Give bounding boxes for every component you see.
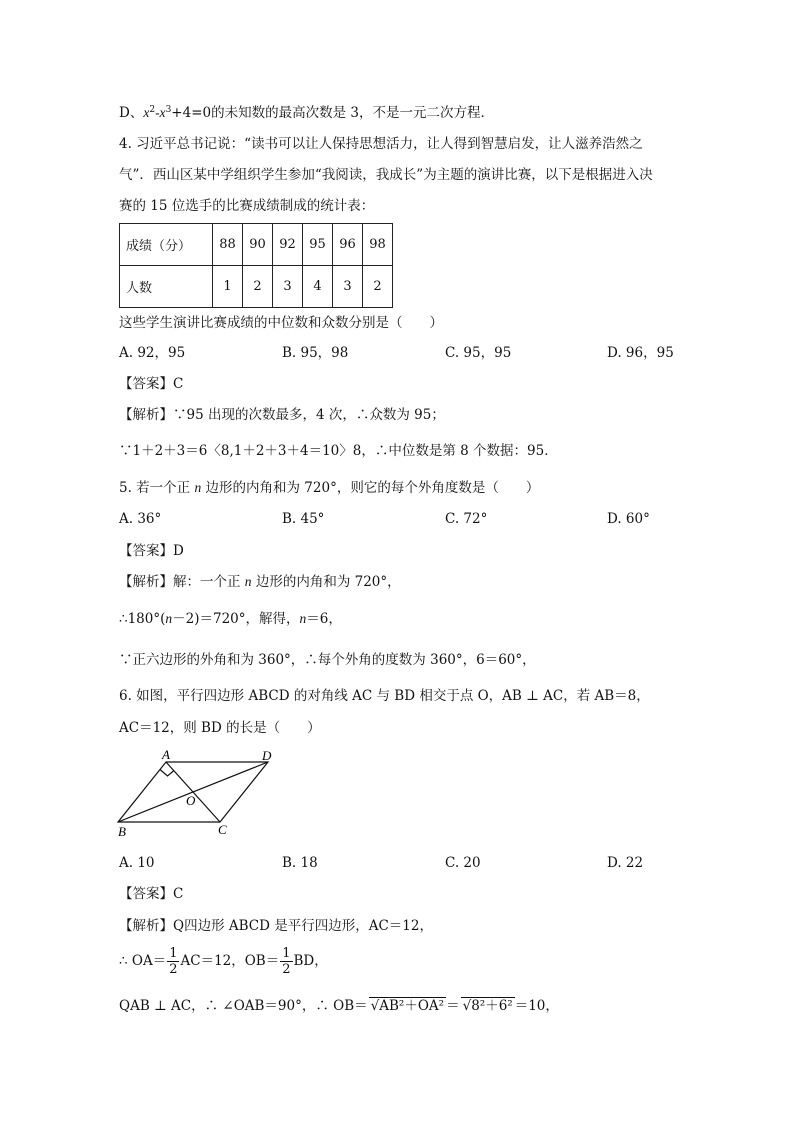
q6-line2-b: AC＝12，OB＝ [180, 953, 280, 969]
q3-option-d-explanation [119, 103, 494, 123]
score-cell: 90 [243, 224, 273, 266]
sqrt-expression-2: √8²＋6² [462, 998, 513, 1014]
q5-line2-a: ∴180°( [119, 611, 166, 627]
q5-stem-b: 边形的内角和为 720°，则它的每个外角度数是（ ） [201, 480, 540, 496]
sqrt-radicand-1: AB²＋OA² [379, 998, 445, 1014]
q4-stem-line1: 4. 习近平总书记说：“读书可以让人保持思想活力，让人得到智慧启发，让人滋养浩然之 [119, 136, 643, 152]
fraction-denominator: 2 [282, 962, 291, 977]
q4-answer: 【答案】C [119, 376, 184, 392]
q5-analysis-b: 边形的内角和为 720°， [251, 574, 401, 590]
count-cell: 3 [333, 266, 363, 308]
q3d-exp2: 3 [165, 105, 172, 115]
fraction-denominator: 2 [169, 962, 178, 977]
right-angle-mark [160, 770, 174, 777]
score-cell: 98 [363, 224, 393, 266]
score-cell: 95 [303, 224, 333, 266]
count-cell: 1 [213, 266, 243, 308]
fraction-numerator: 1 [282, 946, 291, 961]
score-row [120, 224, 393, 266]
q5-line2-n: n [165, 611, 173, 626]
q3d-mid: -x [155, 105, 166, 120]
label-b: B [118, 824, 126, 839]
sqrt-expression-1: √AB²＋OA² [370, 998, 445, 1014]
q5-option-d: D. 60° [607, 511, 650, 527]
fraction-numerator: 1 [169, 946, 178, 961]
q6-option-a: A. 10 [119, 855, 155, 871]
q6-option-d: D. 22 [607, 855, 644, 871]
score-row-label: 成绩（分） [120, 224, 213, 266]
q5-analysis-line1 [119, 572, 401, 592]
q6-analysis-line1: 【解析】Q四边形 ABCD 是平行四边形，AC＝12， [119, 918, 433, 934]
q3d-var: x [143, 105, 150, 120]
q4-option-b: B. 95，98 [282, 345, 349, 361]
q4-analysis-line1: 【解析】∵95 出现的次数最多，4 次，∴众数为 95； [119, 407, 445, 423]
score-cell: 96 [333, 224, 363, 266]
q6-line3-c: ＝10， [514, 998, 559, 1014]
q6-line2-a: ∴ OA＝ [119, 953, 167, 969]
label-c: C [218, 822, 227, 837]
q6-stem-line2: AC＝12，则 BD 的长是（ ） [119, 720, 321, 736]
q6-answer: 【答案】C [119, 886, 184, 902]
q4-option-d: D. 96，95 [607, 345, 674, 361]
q5-line2-n2: n [299, 611, 307, 626]
q5-line2-b: －2)＝720°，解得， [172, 611, 300, 627]
diagonal-bd [118, 762, 268, 822]
q3d-text: 的未知数的最高次数是 3，不是一元二次方程． [211, 105, 494, 121]
q4-option-c: C. 95，95 [445, 345, 512, 361]
q6-analysis-line2 [119, 945, 328, 977]
label-a: A [162, 748, 170, 762]
q6-option-c: C. 20 [445, 855, 481, 871]
q6-line3-a: QAB ⊥ AC，∴ ∠OAB＝90°，∴ OB＝ [119, 998, 368, 1014]
q5-option-a: A. 36° [119, 511, 162, 527]
score-cell: 88 [213, 224, 243, 266]
q5-analysis-line2 [119, 609, 342, 629]
count-cell: 2 [363, 266, 393, 308]
q6-line2-c: BD， [293, 953, 328, 969]
label-d: D [262, 748, 272, 763]
q6-option-b: B. 18 [282, 855, 318, 871]
q6-analysis-line3 [119, 995, 559, 1017]
q5-stem-a: 5. 若一个正 [119, 480, 195, 496]
q6-stem-line1: 6. 如图，平行四边形 ABCD 的对角线 AC 与 BD 相交于点 O，AB ⊥ AC，若 AB＝8， [119, 688, 650, 704]
q5-line2-c: ＝6， [306, 611, 342, 627]
count-row-label: 人数 [120, 266, 213, 308]
q3d-prefix: D、 [119, 105, 144, 121]
score-table [119, 223, 393, 308]
fraction-one-half [167, 946, 179, 977]
q6-line3-b: ＝ [446, 998, 460, 1014]
sqrt-radicand-2: 8²＋6² [471, 998, 513, 1014]
q4-stem-line3: 赛的 15 位选手的比赛成绩制成的统计表： [119, 198, 375, 214]
count-cell: 3 [273, 266, 303, 308]
q4-option-a: A. 92，95 [119, 345, 186, 361]
q5-analysis-a: 【解析】解：一个正 [119, 574, 245, 590]
q5-var-n: n [194, 480, 202, 495]
q3d-exp1: 2 [149, 105, 156, 115]
q5-option-b: B. 45° [282, 511, 325, 527]
q4-stem-line2: 气”．西山区某中学组织学生参加“我阅读，我成长”为主题的演讲比赛，以下是根据进入决 [119, 167, 653, 183]
score-cell: 92 [273, 224, 303, 266]
q4-analysis-line2: ∵1＋2＋3＝6〈8,1＋2＋3＋4＝10〉8，∴中位数是第 8 个数据：95． [119, 443, 558, 459]
q5-stem [119, 478, 539, 498]
count-row [120, 266, 393, 308]
label-o: O [186, 793, 196, 808]
q5-option-c: C. 72° [445, 511, 488, 527]
q4-question: 这些学生演讲比赛成绩的中位数和众数分别是（ ） [119, 315, 443, 331]
q5-analysis-n: n [244, 574, 252, 589]
q5-answer: 【答案】D [119, 543, 184, 559]
q5-analysis-line3: ∵正六边形的外角和为 360°，∴每个外角的度数为 360°，6＝60°， [119, 652, 536, 668]
count-cell: 4 [303, 266, 333, 308]
fraction-one-half-2 [280, 946, 292, 977]
parallelogram-figure [112, 748, 292, 843]
q3d-end: +4=0 [171, 105, 212, 121]
count-cell: 2 [243, 266, 273, 308]
